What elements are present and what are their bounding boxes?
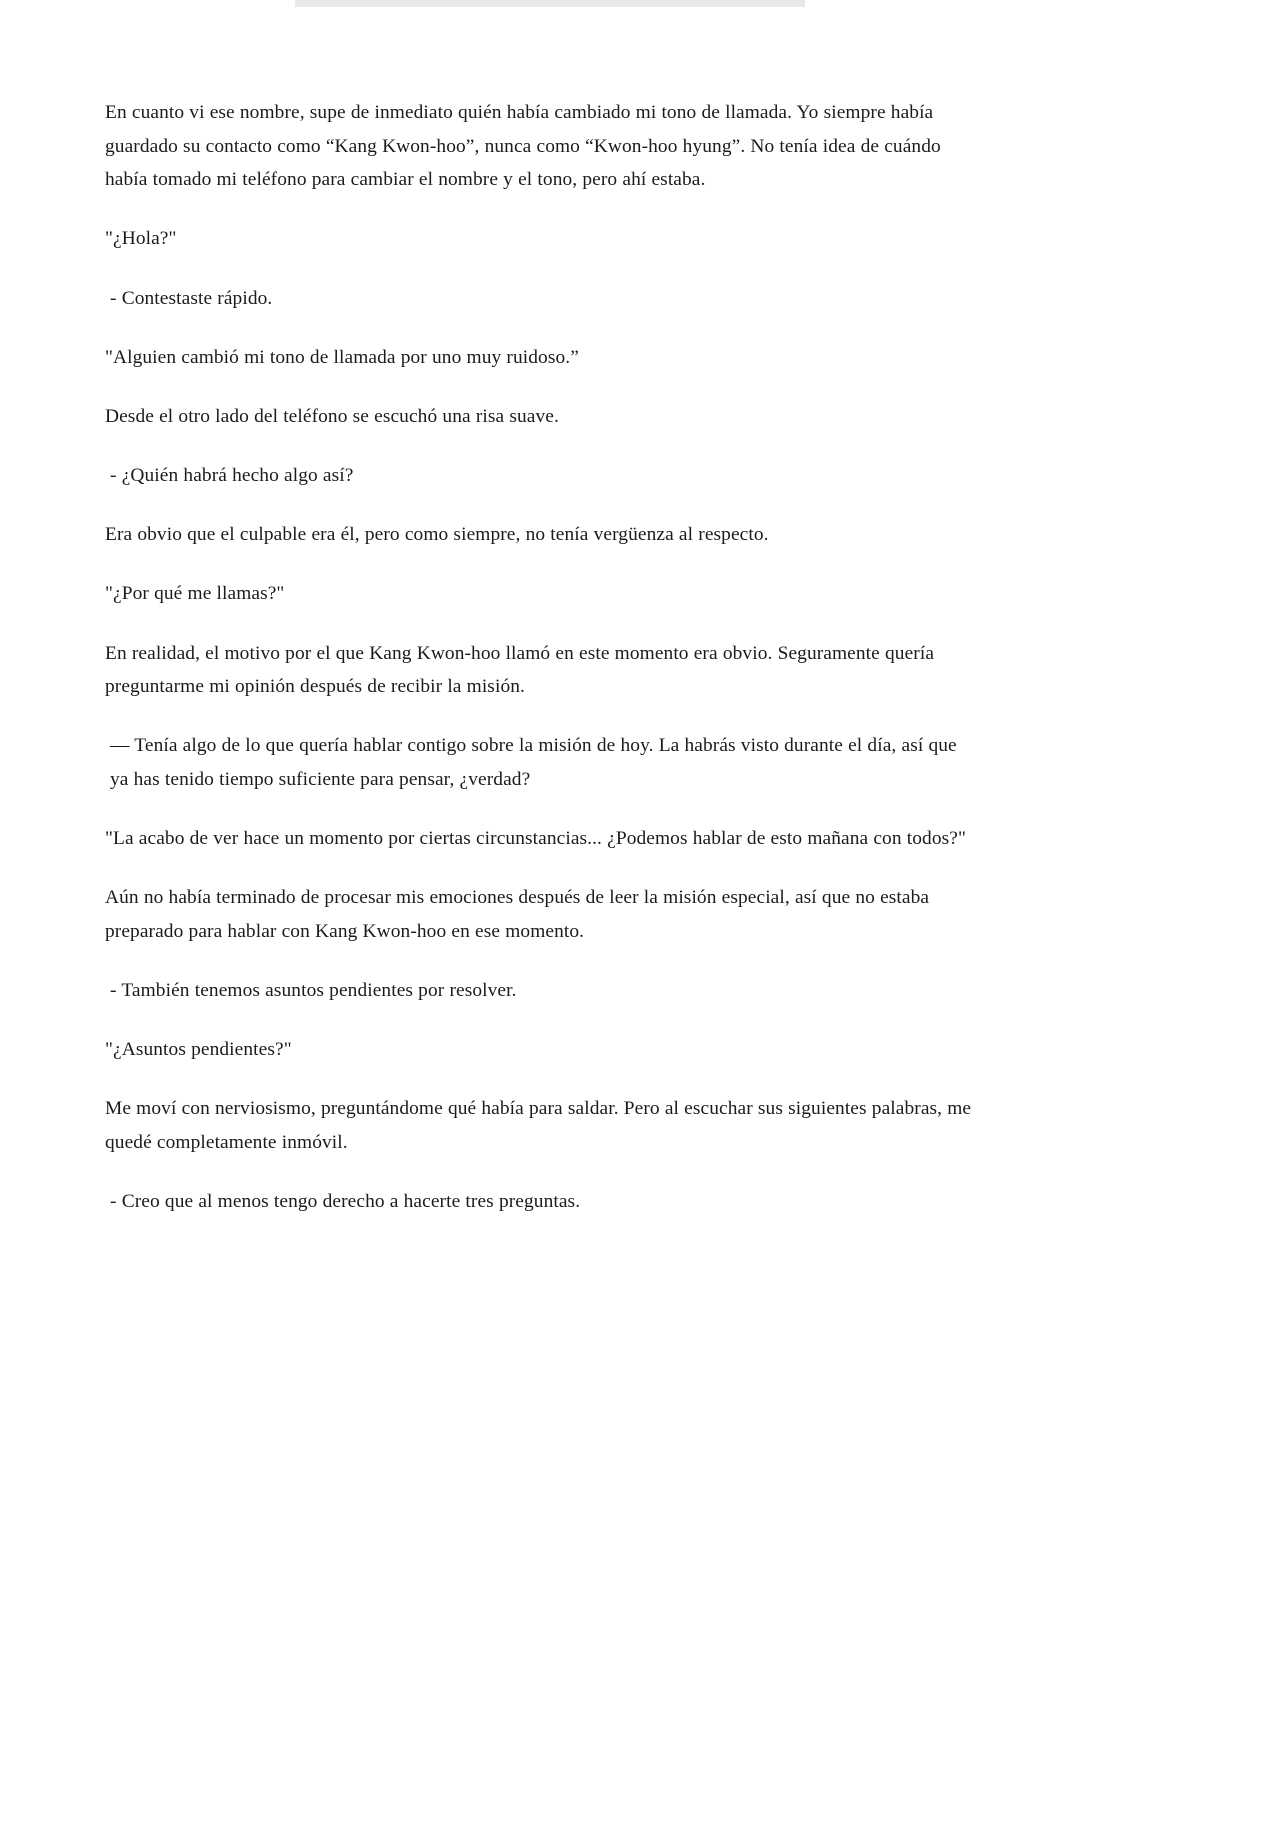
paragraph: "Alguien cambió mi tono de llamada por uno muy ruidoso.” [105, 346, 579, 368]
paragraph: "La acabo de ver hace un momento por ciertas circunstancias... ¿Podemos hablar de esto mañana con todos?" [105, 828, 966, 850]
paragraph: - Creo que al menos tengo derecho a hacerte tres preguntas. [110, 1191, 581, 1213]
document-text-body [105, 96, 977, 1219]
paragraph: Aún no había terminado de procesar mis emociones después de leer la misión especial, así que no estaba preparado para hablar con Kang Kwon-hoo en ese momento. [105, 887, 930, 942]
paragraph: Era obvio que el culpable era él, pero como siempre, no tenía vergüenza al respecto. [105, 524, 769, 546]
paragraph: "¿Asuntos pendientes?" [105, 1039, 292, 1061]
paragraph: - ¿Quién habrá hecho algo así? [110, 465, 354, 487]
paragraph: - Contestaste rápido. [110, 287, 273, 309]
paragraph: "¿Por qué me llamas?" [105, 583, 285, 605]
paragraph: - También tenemos asuntos pendientes por resolver. [110, 980, 517, 1002]
paragraph: Desde el otro lado del teléfono se escuchó una risa suave. [105, 405, 559, 427]
paragraph: Me moví con nerviosismo, preguntándome qué había para saldar. Pero al escuchar sus siguientes palabras, me quedé completamente inmóvil. [105, 1098, 972, 1154]
paragraph: — Tenía algo de lo que quería hablar contigo sobre la misión de hoy. La habrás visto durante el día, así que ya has tenido tiempo suficiente para pensar, ¿verdad? [110, 735, 957, 791]
top-toolbar-strip [295, 0, 805, 7]
paragraph: "¿Hola?" [105, 228, 177, 250]
paragraph: En cuanto vi ese nombre, supe de inmediato quién había cambiado mi tono de llamada. Yo siempre había guardado su contacto como “Kang Kwon-hoo”, nunca como “Kwon-hoo hyung”. No tenía idea de cuándo había tomado mi teléfono para cambiar el nombre y el tono, pero ahí estaba. [105, 102, 941, 191]
paragraph: En realidad, el motivo por el que Kang Kwon-hoo llamó en este momento era obvio. Seguramente quería preguntarme mi opinión después de recibir la misión. [105, 642, 935, 698]
